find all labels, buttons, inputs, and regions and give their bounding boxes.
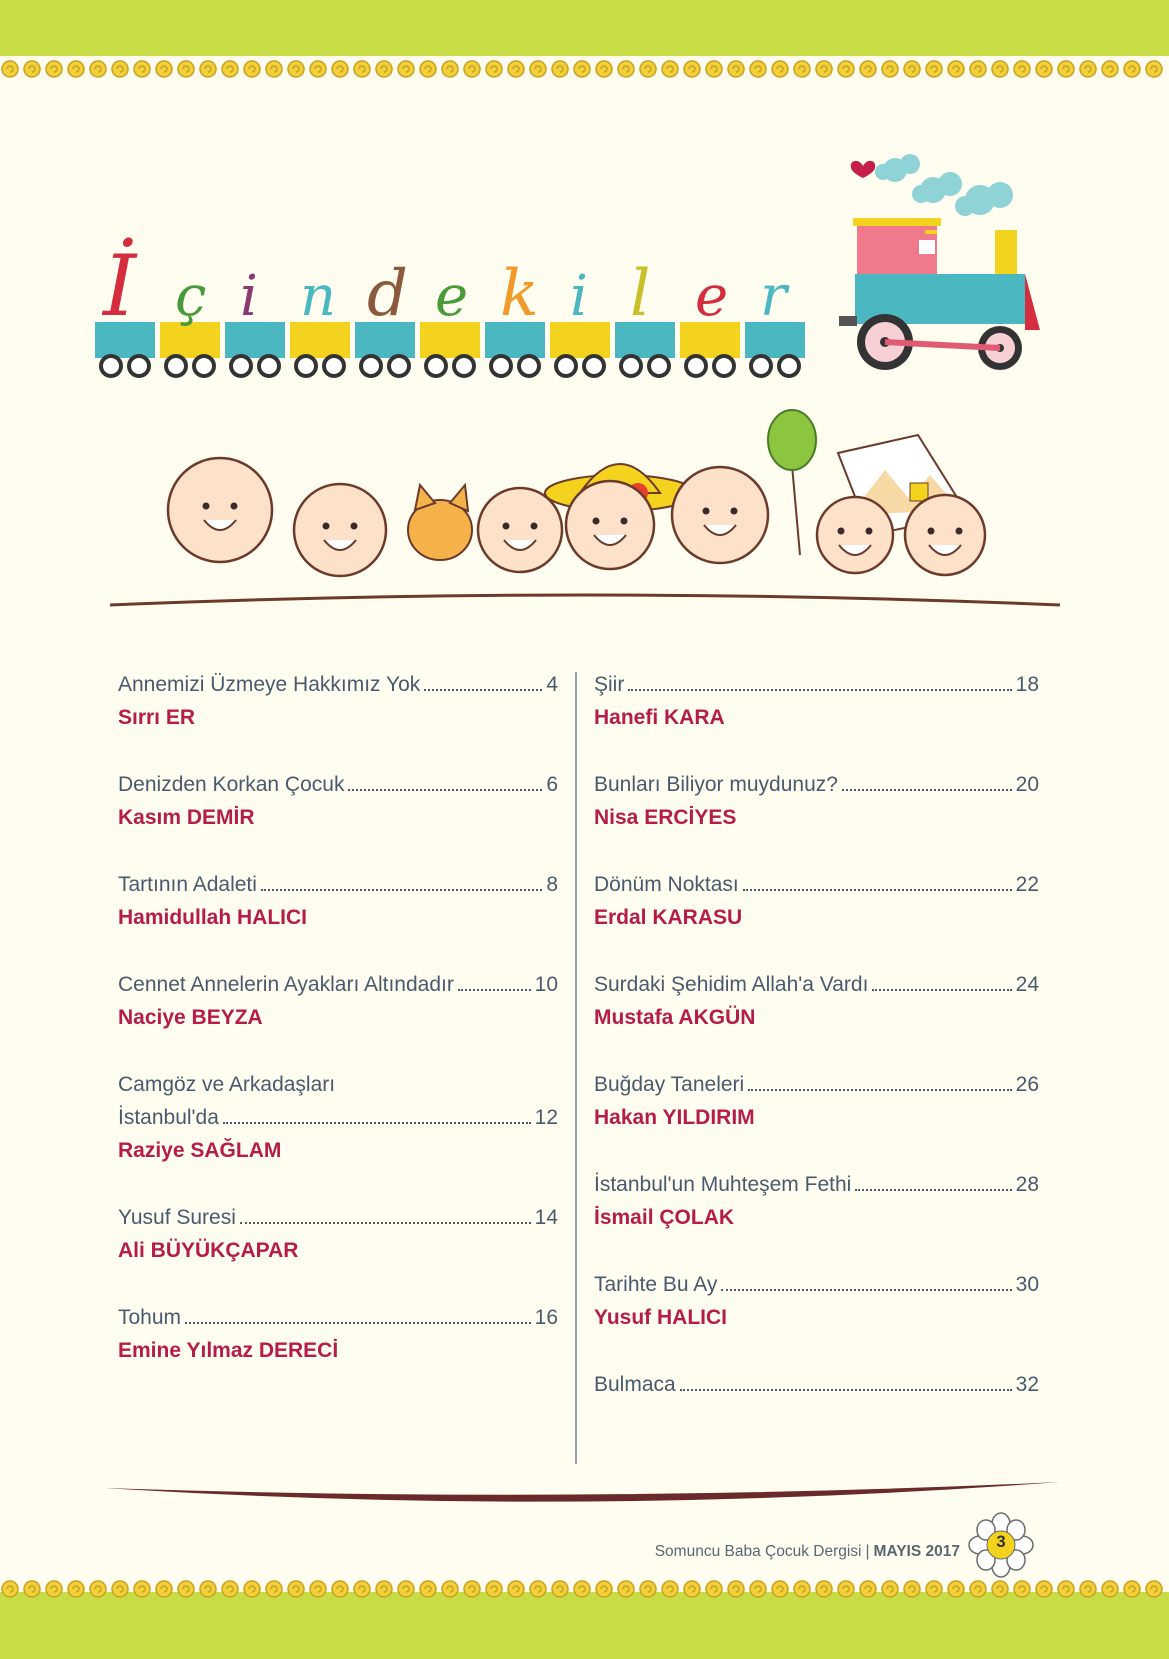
balloon-icon xyxy=(768,410,816,555)
toc-entry[interactable] xyxy=(118,1201,558,1267)
title-letter-11: r xyxy=(760,264,787,329)
toc-entry-page: 28 xyxy=(1015,1173,1039,1196)
leader-dots xyxy=(842,789,1012,791)
toc-entry-page: 6 xyxy=(546,773,558,796)
toc-entry-author: Hanefi KARA xyxy=(594,706,725,729)
toc-entry-author: Naciye BEYZA xyxy=(118,1006,263,1029)
toc-entry-author: Hamidullah HALICI xyxy=(118,906,308,929)
toc-entry-page: 22 xyxy=(1015,873,1039,896)
top-scallop-border xyxy=(0,52,1169,86)
leader-dots xyxy=(628,689,1011,691)
toc-entry-page: 26 xyxy=(1015,1073,1039,1096)
title-letter-8: i xyxy=(570,264,588,329)
toc-entry-title: Dönüm Noktası xyxy=(594,873,739,896)
toc-entry-page: 12 xyxy=(534,1106,558,1129)
toc-entry-title-line1: Camgöz ve Arkadaşları xyxy=(118,1073,336,1096)
leader-dots xyxy=(721,1289,1011,1291)
train-title-illustration xyxy=(95,150,1075,390)
toc-entry-title: İstanbul'da xyxy=(118,1106,219,1129)
toc-entry-author: Emine Yılmaz DERECİ xyxy=(118,1339,339,1362)
leader-dots xyxy=(855,1189,1011,1191)
toc-entry[interactable] xyxy=(594,1068,1039,1134)
top-green-band xyxy=(0,0,1169,56)
toc-entry[interactable] xyxy=(594,1268,1039,1334)
toc-entry[interactable] xyxy=(594,668,1039,734)
toc-entry-title: Surdaki Şehidim Allah'a Vardı xyxy=(594,973,869,996)
title-letter-2: ç xyxy=(175,264,207,329)
toc-entry-title: Bulmaca xyxy=(594,1373,676,1396)
toc-entry-page: 10 xyxy=(534,973,558,996)
toc-entry-title: Annemizi Üzmeye Hakkımız Yok xyxy=(118,673,421,696)
toc-entry[interactable] xyxy=(118,768,558,834)
smoke-clouds-icon xyxy=(875,154,1013,216)
toc-entry-title: Tarihte Bu Ay xyxy=(594,1273,718,1296)
title-letter-4: n xyxy=(300,264,337,329)
leader-dots xyxy=(872,989,1011,991)
toc-entry-author: Sırrı ER xyxy=(118,706,196,729)
toc-entry-title: Tartının Adaleti xyxy=(118,873,257,896)
toc-entry-page: 20 xyxy=(1015,773,1039,796)
heart-icon xyxy=(851,161,876,178)
leader-dots xyxy=(348,789,542,791)
toc-entry-author: Kasım DEMİR xyxy=(118,806,255,829)
toc-entry-page: 14 xyxy=(534,1206,558,1229)
train-wagons xyxy=(95,322,805,376)
leader-dots xyxy=(743,889,1012,891)
title-letter-6: e xyxy=(435,264,469,329)
bottom-divider-curve xyxy=(105,1478,1060,1508)
toc-entry[interactable] xyxy=(118,668,558,734)
toc-entry-title: Denizden Korkan Çocuk xyxy=(118,773,345,796)
toc-entry-page: 16 xyxy=(534,1306,558,1329)
toc-entry-title: Yusuf Suresi xyxy=(118,1206,236,1229)
toc-entry[interactable] xyxy=(594,968,1039,1034)
magazine-name: Somuncu Baba Çocuk Dergisi xyxy=(654,1543,862,1560)
children-illustration xyxy=(110,405,1060,615)
toc-entry-title: Cennet Annelerin Ayakları Altındadır xyxy=(118,973,454,996)
toc-entry[interactable] xyxy=(594,868,1039,934)
toc-entry-title: Bunları Biliyor muydunuz? xyxy=(594,773,838,796)
toc-entry-author: Yusuf HALICI xyxy=(594,1306,728,1329)
toc-entry[interactable] xyxy=(118,868,558,934)
toc-entry-page: 32 xyxy=(1015,1373,1039,1396)
toc-entry-author: Nisa ERCİYES xyxy=(594,806,737,829)
toc-entry[interactable] xyxy=(594,1368,1039,1401)
toc-entry[interactable] xyxy=(118,1301,558,1367)
toc-entry-title: Tohum xyxy=(118,1306,182,1329)
toc-entry[interactable] xyxy=(118,1068,558,1167)
cat-icon xyxy=(408,485,472,560)
issue-date: MAYIS 2017 xyxy=(873,1543,960,1560)
locomotive-icon xyxy=(839,218,1040,370)
toc-entry-page: 8 xyxy=(546,873,558,896)
toc-entry-author: Hakan YILDIRIM xyxy=(594,1106,755,1129)
toc-entry-title: Şiir xyxy=(594,673,625,696)
footer xyxy=(640,1543,960,1561)
toc-entry-page: 30 xyxy=(1015,1273,1039,1296)
column-divider xyxy=(575,672,577,1464)
leader-dots xyxy=(680,1389,1012,1391)
leader-dots xyxy=(261,889,542,891)
toc-entry[interactable] xyxy=(118,968,558,1034)
leader-dots xyxy=(748,1089,1011,1091)
title-letter-3: i xyxy=(240,264,258,329)
bottom-scallop-border xyxy=(0,1572,1169,1606)
toc-entry-author: İsmail ÇOLAK xyxy=(594,1206,735,1229)
leader-dots xyxy=(223,1122,531,1124)
leader-dots xyxy=(424,689,542,691)
leader-dots xyxy=(185,1322,531,1324)
toc-entry-title: İstanbul'un Muhteşem Fethi xyxy=(594,1173,852,1196)
toc-entry-author: Raziye SAĞLAM xyxy=(118,1139,282,1162)
toc-entry-page: 24 xyxy=(1015,973,1039,996)
leader-dots xyxy=(458,989,531,991)
title-letter-5: d xyxy=(367,257,408,331)
toc-entry-page: 18 xyxy=(1015,673,1039,696)
toc-entry[interactable] xyxy=(594,1168,1039,1234)
toc-entry-title: Buğday Taneleri xyxy=(594,1073,745,1096)
toc-entry-page: 4 xyxy=(546,673,558,696)
toc-entry-author: Erdal KARASU xyxy=(594,906,743,929)
title-letter-7: k xyxy=(500,257,539,331)
footer-separator: | xyxy=(865,1543,870,1560)
leader-dots xyxy=(240,1222,531,1224)
title-letter-9: l xyxy=(630,257,651,331)
toc-entry[interactable] xyxy=(594,768,1039,834)
title-letter-1: İ xyxy=(103,237,137,335)
page-number: 3 xyxy=(996,1532,1006,1551)
toc-entry-author: Ali BÜYÜKÇAPAR xyxy=(118,1239,299,1262)
title-letter-10: e xyxy=(695,264,729,329)
title-letters xyxy=(101,237,790,335)
toc-entry-author: Mustafa AKGÜN xyxy=(594,1006,756,1029)
